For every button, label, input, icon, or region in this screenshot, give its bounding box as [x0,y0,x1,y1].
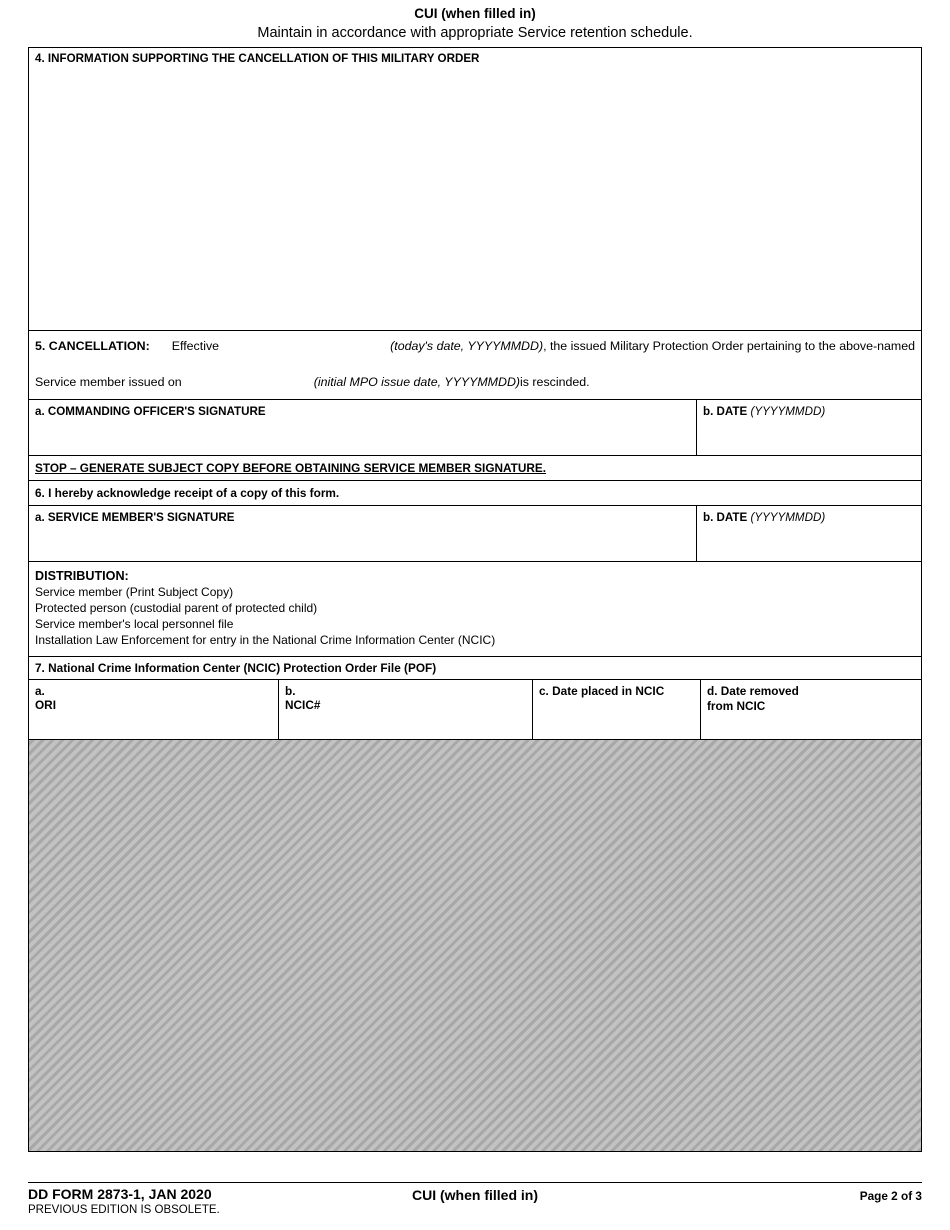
list-item: Service member's local personnel file [35,616,234,631]
ncic-ori-letter: a. [35,683,45,698]
footer-divider [28,1182,922,1183]
item-5-line2-suffix: is rescinded. [520,374,590,389]
section-item-7 [29,657,921,680]
ncic-date-removed-cell[interactable] [701,680,921,739]
page-header [0,0,950,43]
section-item-4 [29,48,921,331]
service-member-signature-cell[interactable] [29,506,697,561]
distribution-section [29,562,921,657]
sm-date-label: b. DATE [703,510,748,524]
stop-notice-row [29,456,921,481]
commanding-officer-date-cell[interactable] [697,400,921,455]
distribution-title: DISTRIBUTION: [35,568,129,583]
list-item: Installation Law Enforcement for entry in the National Crime Information Center (NCIC) [35,632,496,647]
hatched-unused-area [29,740,921,1151]
commanding-officer-signature-row [29,400,921,456]
ncic-fields-row [29,680,921,740]
ncic-date-placed-cell[interactable] [533,680,701,739]
item-5-line2-hint: (initial MPO issue date, YYYYMMDD) [313,374,521,389]
section-item-5 [29,331,921,400]
co-date-hint: (YYYYMMDD) [750,404,826,418]
sm-signature-label: a. SERVICE MEMBER'S SIGNATURE [35,510,235,524]
item-5-effective-word: Effective [171,338,220,353]
item-4-label: 4. INFORMATION SUPPORTING THE CANCELLATION OF THIS MILITARY ORDER [35,51,480,65]
form-id: DD FORM 2873-1, JAN 2020 [28,1186,212,1203]
commanding-officer-signature-cell[interactable] [29,400,697,455]
item-6-label: 6. I hereby acknowledge receipt of a copy of this form. [35,485,340,500]
page-footer [28,1182,922,1218]
cui-marking-bottom: CUI (when filled in) [412,1187,538,1204]
page-number: Page 2 of 3 [859,1189,922,1204]
ncic-ori-label: ORI [35,697,56,712]
section-item-6 [29,481,921,506]
list-item: Protected person (custodial parent of protected child) [35,600,318,615]
co-signature-label: a. COMMANDING OFFICER'S SIGNATURE [35,404,266,418]
item-5-date-hint: (today's date, YYYYMMDD) [390,338,544,353]
ncic-number-cell[interactable] [279,680,533,739]
ncic-ori-cell[interactable] [29,680,279,739]
item-7-label: 7. National Crime Information Center (NCIC) Protection Order File (POF) [35,660,437,675]
distribution-list [35,585,921,649]
item-5-line2-prefix: Service member issued on [35,374,182,389]
previous-edition-note: PREVIOUS EDITION IS OBSOLETE. [28,1204,220,1217]
ncic-date-removed-label-line1: d. Date removed [707,683,799,698]
retention-note: Maintain in accordance with appropriate Service retention schedule. [257,24,693,41]
ncic-number-letter: b. [285,683,296,698]
sm-date-hint: (YYYYMMDD) [750,510,826,524]
list-item: Service member (Print Subject Copy) [35,584,234,599]
service-member-date-cell[interactable] [697,506,921,561]
stop-notice-text: STOP – GENERATE SUBJECT COPY BEFORE OBTAINING SERVICE MEMBER SIGNATURE. [35,460,547,475]
ncic-date-placed-label: c. Date placed in NCIC [539,683,665,698]
cui-marking-top: CUI (when filled in) [414,6,536,21]
form-body [28,47,922,1152]
item-5-text-after-date: , the issued Military Protection Order pertaining to the above-named [543,338,915,353]
service-member-signature-row [29,506,921,562]
ncic-date-removed-label-line2: from NCIC [707,698,766,713]
co-date-label: b. DATE [703,404,748,418]
ncic-number-label: NCIC# [285,697,321,712]
item-5-label: 5. CANCELLATION: [35,338,150,353]
